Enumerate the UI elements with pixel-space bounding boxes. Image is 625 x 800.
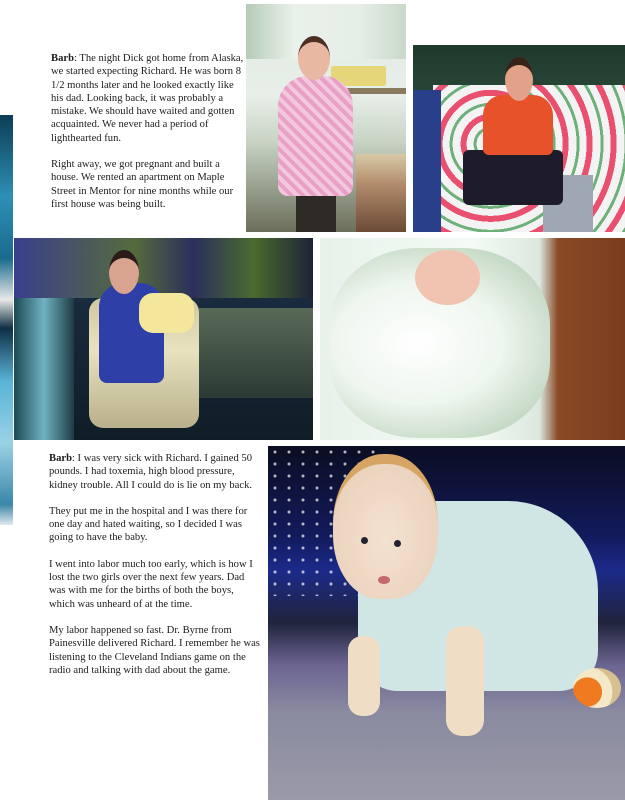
photo-baby-blanket — [320, 238, 625, 440]
paragraph-text: Right away, we got pregnant and built a house. We rented an apartment on Maple Street in Mentor for nine months while our first house was being built. — [51, 159, 234, 210]
photo-detail — [463, 150, 563, 205]
paragraph — [49, 452, 261, 492]
photo-detail — [109, 250, 139, 294]
photo-detail — [394, 540, 401, 547]
text-block-top — [51, 52, 247, 224]
photo-detail — [199, 308, 313, 398]
paragraph — [51, 158, 247, 211]
paragraph-text: : The night Dick got home from Alaska, we started expecting Richard. He was born 8 1/2 months later and he looked exactly like his dad. Looking back, it was probably a mistake. We should have waited and gotten acquainted. We never had a period of lighthearted fun. — [51, 53, 244, 144]
photo-detail — [361, 537, 368, 544]
photo-sofa — [413, 45, 625, 232]
paragraph — [51, 52, 247, 145]
photo-detail — [298, 36, 330, 80]
paragraph-text: I went into labor much too early, which is how I lost the two girls over the next few years. Dad was with me for the births of both the boys, which was unheard of at the time. — [49, 558, 253, 610]
photo-detail — [483, 95, 553, 155]
photo-car — [14, 238, 313, 440]
paragraph — [49, 624, 261, 677]
paragraph-text: : I was very sick with Richard. I gained 50 pounds. I had toxemia, high blood pressure, kidney trouble. All I could do is lie on my back. — [49, 453, 253, 491]
paragraph — [49, 505, 261, 545]
text-block-bottom — [49, 452, 261, 690]
photo-detail — [413, 90, 441, 232]
photo-kitchen — [246, 4, 406, 232]
photo-detail — [139, 293, 194, 333]
speaker-name: Barb — [49, 453, 72, 464]
photo-detail — [296, 194, 336, 232]
photo-detail — [378, 576, 390, 584]
speaker-name: Barb — [51, 53, 74, 64]
paragraph-text: My labor happened so fast. Dr. Byrne from Painesville delivered Richard. I remember he was listening to the Cleveland Indians game on the radio and talking with dad about the game. — [49, 624, 260, 676]
photo-detail — [278, 76, 353, 196]
photo-left-partial — [0, 115, 13, 525]
photo-detail — [573, 668, 621, 708]
photo-detail — [505, 57, 533, 101]
photo-crawling-baby — [268, 446, 625, 800]
photo-detail — [415, 250, 480, 305]
photo-detail — [14, 238, 313, 298]
photo-detail — [356, 154, 406, 232]
photo-detail — [348, 636, 380, 716]
paragraph-text: They put me in the hospital and I was there for one day and hated waiting, so I decided I was going to have the baby. — [49, 505, 248, 544]
photo-detail — [446, 626, 484, 736]
paragraph — [49, 558, 261, 611]
photo-detail — [14, 298, 74, 440]
